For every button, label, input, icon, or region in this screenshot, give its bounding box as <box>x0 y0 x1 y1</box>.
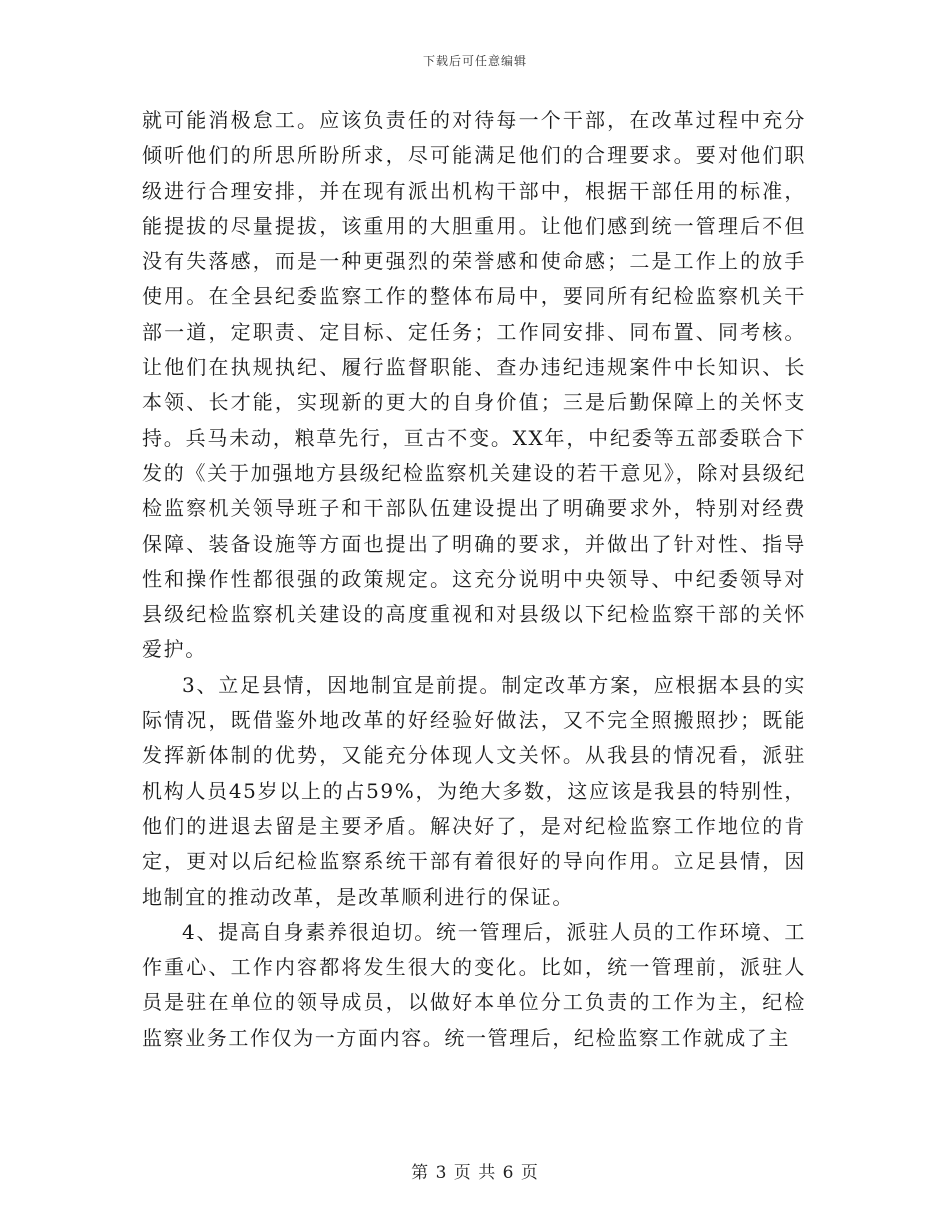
paragraph-continuation: 就可能消极怠工。应该负责任的对待每一个干部，在改革过程中充分倾听他们的所思所盼所求，尽可能满足他们的合理要求。要对他们职级进行合理安排，并在现有派出机构干部中，根据干部任用的标准，能提拔的尽量提拔，该重用的大胆重用。让他们感到统一管理后不但没有失落感，而是一种更强烈的荣誉感和使命感；二是工作上的放手使用。在全县纪委监察工作的整体布局中，要同所有纪检监察机关干部一道，定职责、定目标、定任务；工作同安排、同布置、同考核。让他们在执规执纪、履行监督职能、查办违纪违规案件中长知识、长本领、长才能，实现新的更大的自身价值；三是后勤保障上的关怀支持。兵马未动，粮草先行，亘古不变。XX年，中纪委等五部委联合下发的《关于加强地方县级纪检监察机关建设的若干意见》，除对县级纪检监察机关领导班子和干部队伍建设提出了明确要求外，特别对经费保障、装备设施等方面也提出了明确的要求，并做出了针对性、指导性和操作性都很强的政策规定。这充分说明中央领导、中纪委领导对县级纪检监察机关建设的高度重视和对县级以下纪检监察干部的关怀爱护。 <box>142 108 806 662</box>
document-body <box>142 103 806 1056</box>
paragraph-section-3: 3、立足县情，因地制宜是前提。制定改革方案，应根据本县的实际情况，既借鉴外地改革的好经验好做法，又不完全照搬照抄；既能发挥新体制的优势，又能充分体现人文关怀。从我县的情况看，派驻机构人员45岁以上的占59%，为绝大多数，这应该是我县的特别性，他们的进退去留是主要矛盾。解决好了，是对纪检监察工作地位的肯定，更对以后纪检监察系统干部有着很好的导向作用。立足县情，因地制宜的推动改革，是改革顺利进行的保证。 <box>142 672 806 909</box>
page-number-footer: 第 3 页 共 6 页 <box>411 1163 539 1183</box>
page-header: 下载后可任意编辑 <box>422 54 527 68</box>
paragraph-section-4: 4、提高自身素养很迫切。统一管理后，派驻人员的工作环境、工作重心、工作内容都将发生很大的变化。比如，统一管理前，派驻人员是驻在单位的领导成员，以做好本单位分工负责的工作为主，纪检监察业务工作仅为一方面内容。统一管理后，纪检监察工作就成了主 <box>142 919 806 1050</box>
